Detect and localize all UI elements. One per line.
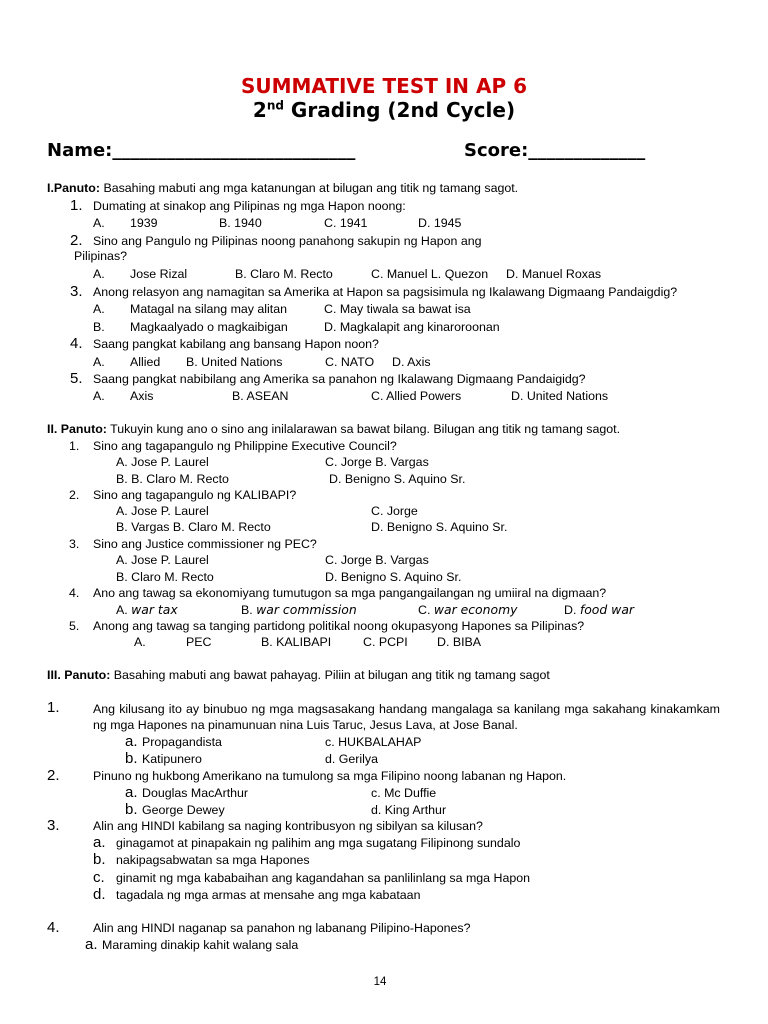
p1-q5-number: 5.	[70, 370, 83, 387]
p3-q1-number: 1.	[47, 699, 60, 716]
grading-subtitle	[0, 98, 768, 122]
p2-q5-choice-a[interactable]: PEC	[186, 635, 212, 649]
p1-q4-choice-b[interactable]: B. United Nations	[186, 355, 283, 369]
test-title: SUMMATIVE TEST IN AP 6	[240, 74, 528, 98]
score-field[interactable]: Score:_____________	[464, 140, 646, 161]
p1-q1-choice-d[interactable]: D. 1945	[418, 216, 462, 230]
p2-q2-choice-c[interactable]: C. Jorge	[371, 504, 418, 518]
p1-q3-choice-d[interactable]: D. Magkalapit ang kinaroroonan	[324, 320, 500, 334]
p1-q4-choice-c[interactable]: C. NATO	[325, 355, 375, 369]
p3-q3-text: Alin ang HINDI kabilang sa naging kontribusyon ng sibilyan sa kilusan?	[93, 819, 483, 833]
subtitle-suffix: nd	[266, 98, 284, 113]
p2-q1-choice-a[interactable]: A. Jose P. Laurel	[116, 455, 209, 469]
p3-q4-choice-a[interactable]: Maraming dinakip kahit walang sala	[102, 938, 299, 952]
p1-q2-choice-a-letter[interactable]: A.	[93, 267, 105, 281]
p3-q2-text: Pinuno ng hukbong Amerikano na tumulong sa mga Filipino noong labanan ng Hapon.	[93, 769, 567, 783]
p1-q4-choice-a[interactable]: Allied	[130, 355, 161, 369]
p2-q2-choice-a[interactable]: A. Jose P. Laurel	[116, 504, 209, 518]
p3-q2-choice-d[interactable]: d. King Arthur	[371, 803, 447, 817]
p3-q2-choice-c[interactable]: c. Mc Duffie	[371, 786, 437, 800]
p3-q1-choice-a[interactable]: Propagandista	[142, 735, 222, 749]
p2-q5-choice-b[interactable]: B. KALIBAPI	[261, 635, 332, 649]
p1-q2-choice-b[interactable]: B. Claro M. Recto	[235, 267, 333, 281]
p1-q2-number: 2.	[70, 232, 83, 249]
p1-q5-choice-a-letter[interactable]: A.	[93, 389, 105, 403]
p1-q4-text: Saang pangkat kabilang ang bansang Hapon noon?	[93, 337, 379, 351]
p3-q4-text: Alin ang HINDI naganap sa panahon ng labanang Pilipino-Hapones?	[93, 921, 471, 935]
p1-q4-number: 4.	[70, 335, 83, 352]
p3-q3-choice-c[interactable]: ginamit ng mga kababaihan ang kagandahan sa panlilinlang sa mga Hapon	[116, 871, 531, 885]
p3-q1-choice-a-letter[interactable]: a.	[125, 733, 138, 750]
p1-q2-choice-d[interactable]: D. Manuel Roxas	[506, 267, 602, 281]
part3-instruction-text: Basahing mabuti ang bawat pahayag. Piliin at bilugan ang titik ng tamang sagot	[110, 668, 550, 682]
p2-q3-choice-c[interactable]: C. Jorge B. Vargas	[325, 553, 429, 567]
p1-q5-choice-c[interactable]: C. Allied Powers	[371, 389, 462, 403]
p2-q1-choice-b[interactable]: B. B. Claro M. Recto	[116, 472, 229, 486]
p2-q5-text: Anong ang tawag sa tanging partidong politikal noong okupasyong Hapones sa Pilipinas?	[93, 619, 585, 633]
p3-q3-choice-d-letter[interactable]: d.	[93, 886, 106, 903]
p2-q5-choice-c[interactable]: C. PCPI	[363, 635, 408, 649]
p2-q5-choice-a-letter[interactable]: A.	[134, 635, 146, 649]
p2-q4-choice-d-letter: D.	[564, 603, 577, 617]
p3-q3-choice-a[interactable]: ginagamot at pinapakain ng palihim ang mga sugatang Filipinong sundalo	[116, 836, 521, 850]
p3-q2-choice-b-letter[interactable]: b.	[125, 801, 138, 818]
p3-q2-choice-a-letter[interactable]: a.	[125, 784, 138, 801]
p1-q3-choice-b[interactable]: Magkaalyado o magkaibigan	[130, 320, 288, 334]
p1-q2-choice-a[interactable]: Jose Rizal	[130, 267, 188, 281]
p1-q5-text: Saang pangkat nabibilang ang Amerika sa panahon ng Ikalawang Digmaang Pandaigidg?	[93, 372, 586, 386]
p2-q4-choice-b-text: war commission	[256, 602, 357, 617]
p1-q4-choice-a-letter[interactable]: A.	[93, 355, 105, 369]
p1-q1-choice-c[interactable]: C. 1941	[324, 216, 368, 230]
part3-instruction	[47, 668, 550, 683]
p1-q1-text: Dumating at sinakop ang Pilipinas ng mga Hapon noong:	[93, 199, 406, 213]
p2-q3-number: 3.	[69, 537, 80, 551]
part1-instruction-text: Basahing mabuti ang mga katanungan at bilugan ang titik ng tamang sagot.	[100, 181, 519, 195]
part2-instruction-text: Tukuyin kung ano o sino ang inilalarawan sa bawat bilang. Bilugan ang titik ng tamang sagot.	[106, 422, 621, 436]
p2-q3-choice-b[interactable]: B. Claro M. Recto	[116, 570, 214, 584]
p3-q1-choice-b[interactable]: Katipunero	[142, 752, 202, 766]
part1-label: I.Panuto:	[47, 181, 100, 195]
part2-label: II. Panuto:	[47, 422, 107, 436]
p1-q1-choice-a[interactable]: 1939	[130, 216, 158, 230]
p1-q3-choice-a-letter[interactable]: A.	[93, 302, 105, 316]
p3-q1-choice-c[interactable]: c. HUKBALAHAP	[325, 735, 422, 749]
p2-q5-choice-d[interactable]: D. BIBA	[437, 635, 482, 649]
subtitle-number: 2	[252, 98, 267, 122]
p3-q1-choice-b-letter[interactable]: b.	[125, 750, 138, 767]
p2-q2-choice-d[interactable]: D. Benigno S. Aquino Sr.	[371, 520, 508, 534]
p3-q1-choice-d[interactable]: d. Gerilya	[325, 752, 379, 766]
p2-q4-choice-b-letter: B.	[241, 603, 253, 617]
p1-q3-text: Anong relasyon ang namagitan sa Amerika at Hapon sa pagsisimula ng Ikalawang Digmaang Pandaigdig?	[93, 285, 678, 299]
p2-q5-number: 5.	[69, 619, 80, 633]
p1-q5-choice-d[interactable]: D. United Nations	[511, 389, 609, 403]
name-field[interactable]: Name:___________________________	[47, 140, 356, 161]
p2-q3-choice-a[interactable]: A. Jose P. Laurel	[116, 553, 209, 567]
p1-q5-choice-a[interactable]: Axis	[130, 389, 154, 403]
p3-q1-text: Ang kilusang ito ay binubuo ng mga magsasakang handang mangalaga sa kanilang mga sakahang kinakamkam ng mga Hapones na pinamunuan nina Luis Taruc, Jesus Lava, at Jose Banal.	[93, 702, 720, 732]
p2-q4-choice-a-letter: A.	[116, 603, 128, 617]
p2-q4-choice-d[interactable]	[564, 602, 634, 618]
p2-q4-choice-a-text: war tax	[131, 602, 178, 617]
p1-q1-number: 1.	[70, 197, 83, 214]
p2-q4-choice-b[interactable]	[241, 602, 357, 618]
p3-q2-number: 2.	[47, 767, 60, 784]
p1-q3-choice-c[interactable]: C. May tiwala sa bawat isa	[324, 302, 471, 316]
part3-label: III. Panuto:	[47, 668, 111, 682]
p1-q4-choice-d[interactable]: D. Axis	[392, 355, 431, 369]
part2-instruction	[47, 422, 620, 437]
p3-q2-choice-b[interactable]: George Dewey	[142, 803, 225, 817]
p1-q1-choice-a-letter[interactable]: A.	[93, 216, 105, 230]
p2-q3-text: Sino ang Justice commissioner ng PEC?	[93, 537, 317, 551]
p3-q3-choice-a-letter[interactable]: a.	[93, 834, 106, 851]
p2-q1-text: Sino ang tagapangulo ng Philippine Executive Council?	[93, 439, 397, 453]
p1-q3-choice-a[interactable]: Matagal na silang may alitan	[130, 302, 288, 316]
p2-q3-choice-d[interactable]: D. Benigno S. Aquino Sr.	[325, 570, 462, 584]
p1-q2-text-cont: Pilipinas?	[74, 249, 128, 263]
p2-q4-choice-a[interactable]	[116, 602, 178, 618]
p2-q2-text: Sino ang tagapangulo ng KALIBAPI?	[93, 488, 297, 502]
p3-q4-number: 4.	[47, 919, 60, 936]
p2-q1-number: 1.	[69, 439, 80, 453]
p1-q1-choice-b[interactable]: B. 1940	[219, 216, 262, 230]
p1-q2-choice-c[interactable]: C. Manuel L. Quezon	[371, 267, 489, 281]
p3-q3-choice-d[interactable]: tagadala ng mga armas at mensahe ang mga kabataan	[116, 888, 421, 902]
p2-q4-number: 4.	[69, 586, 80, 600]
p2-q1-choice-c[interactable]: C. Jorge B. Vargas	[325, 455, 429, 469]
p1-q3-number: 3.	[70, 283, 83, 300]
subtitle-text: Grading (2nd Cycle)	[283, 98, 516, 122]
p3-q4-choice-a-letter[interactable]: a.	[85, 936, 98, 953]
page-number: 14	[373, 976, 387, 988]
p2-q2-number: 2.	[69, 488, 80, 502]
p3-q2-choice-a[interactable]: Douglas MacArthur	[142, 786, 249, 800]
p2-q4-text: Ano ang tawag sa ekonomiyang tumutugon sa mga pangangailangan ng umiiral na digmaan?	[93, 586, 607, 600]
p2-q4-choice-c-letter: C.	[418, 603, 431, 617]
part1-instruction	[47, 181, 518, 196]
p1-q3-choice-b-letter[interactable]: B.	[93, 320, 105, 334]
p1-q2-text: Sino ang Pangulo ng Pilipinas noong panahong sakupin ng Hapon ang	[93, 234, 482, 248]
p2-q1-choice-d[interactable]: D. Benigno S. Aquino Sr.	[329, 472, 466, 486]
p2-q2-choice-b[interactable]: B. Vargas B. Claro M. Recto	[116, 520, 271, 534]
p2-q4-choice-c-text: war economy	[433, 602, 518, 617]
p3-q3-choice-c-letter[interactable]: c.	[93, 869, 105, 886]
p2-q4-choice-d-text: food war	[579, 602, 635, 617]
p3-q3-choice-b[interactable]: nakipagsabwatan sa mga Hapones	[116, 853, 310, 867]
p2-q4-choice-c[interactable]	[418, 602, 517, 618]
p1-q5-choice-b[interactable]: B. ASEAN	[232, 389, 289, 403]
p3-q3-number: 3.	[47, 817, 60, 834]
p3-q3-choice-b-letter[interactable]: b.	[93, 851, 106, 868]
